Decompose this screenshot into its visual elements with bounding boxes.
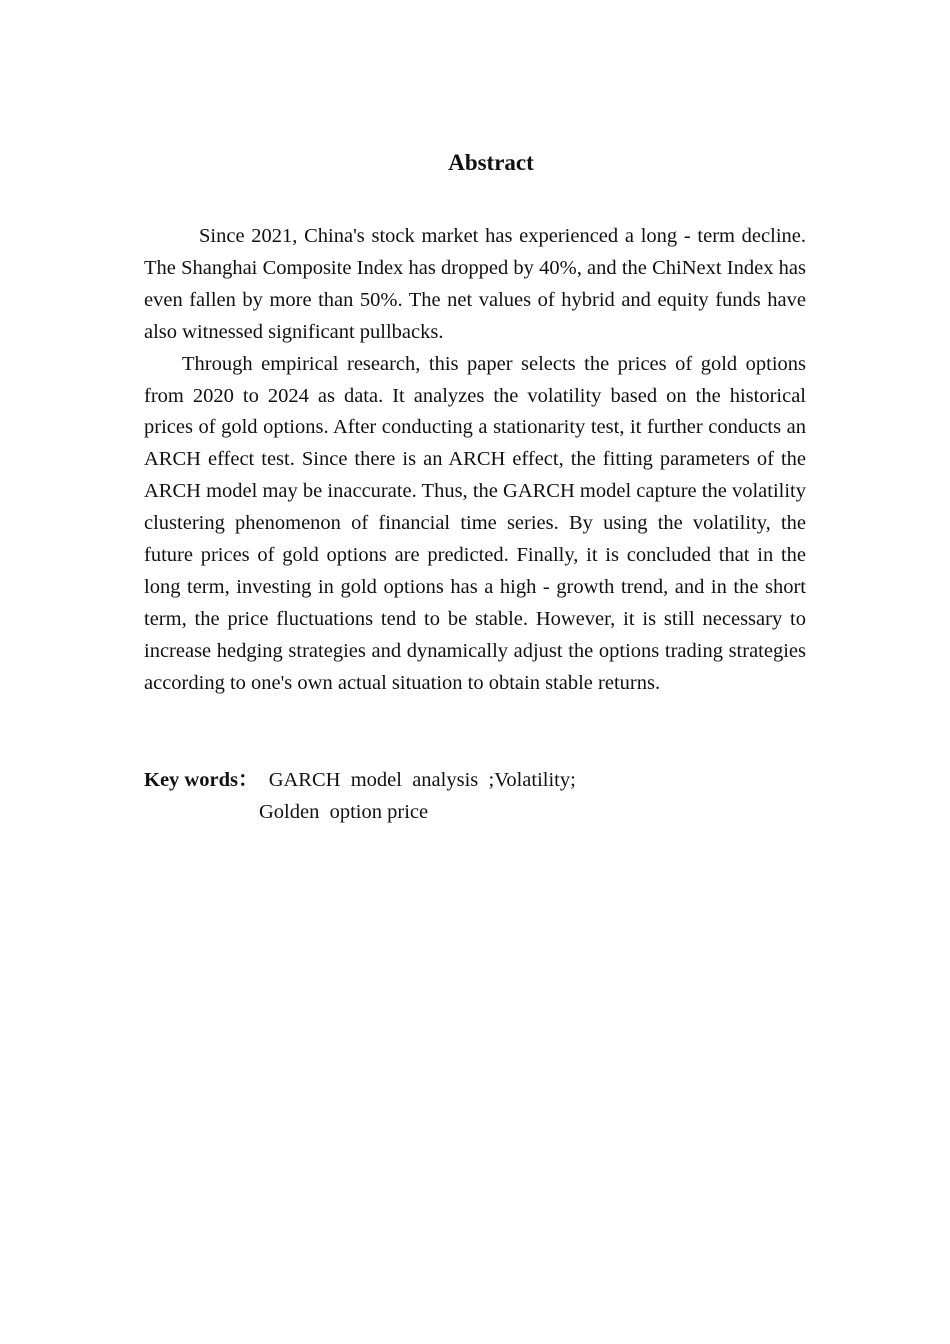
- abstract-paragraph-1: Since 2021, China's stock market has experienced a long - term decline. The Shanghai Composite Index has dropped by 40%, and the ChiNext Index has even fallen by more than 50%. The net values of hybrid and equity funds have also witnessed significant pullbacks.: [144, 225, 806, 343]
- abstract-body: [144, 221, 806, 700]
- keywords-text-2: Golden option price: [259, 800, 429, 823]
- keywords-section: [144, 765, 806, 829]
- abstract-title: Abstract: [448, 150, 534, 175]
- keywords-text-1: GARCH model analysis ;Volatility;: [268, 769, 576, 791]
- keywords-label: Key words：: [144, 769, 259, 791]
- keywords-line-1: [144, 765, 806, 797]
- abstract-paragraph-2: Through empirical research, this paper selects the prices of gold options from 2020 to 2024 as data. It analyzes the volatility based on the historical prices of gold options. After conducting a stationarity test, it further conducts an ARCH effect test. Since there is an ARCH effect, the fitting parameters of the ARCH model may be inaccurate. Thus, the GARCH model capture the volatility clustering phenomenon of financial time series. By using the volatility, the future prices of gold options are predicted. Finally, it is concluded that in the long term, investing in gold options has a high - growth trend, and in the short term, the price fluctuations tend to be stable. However, it is still necessary to increase hedging strategies and dynamically adjust the options trading strategies according to one's own actual situation to obtain stable returns.: [144, 352, 806, 694]
